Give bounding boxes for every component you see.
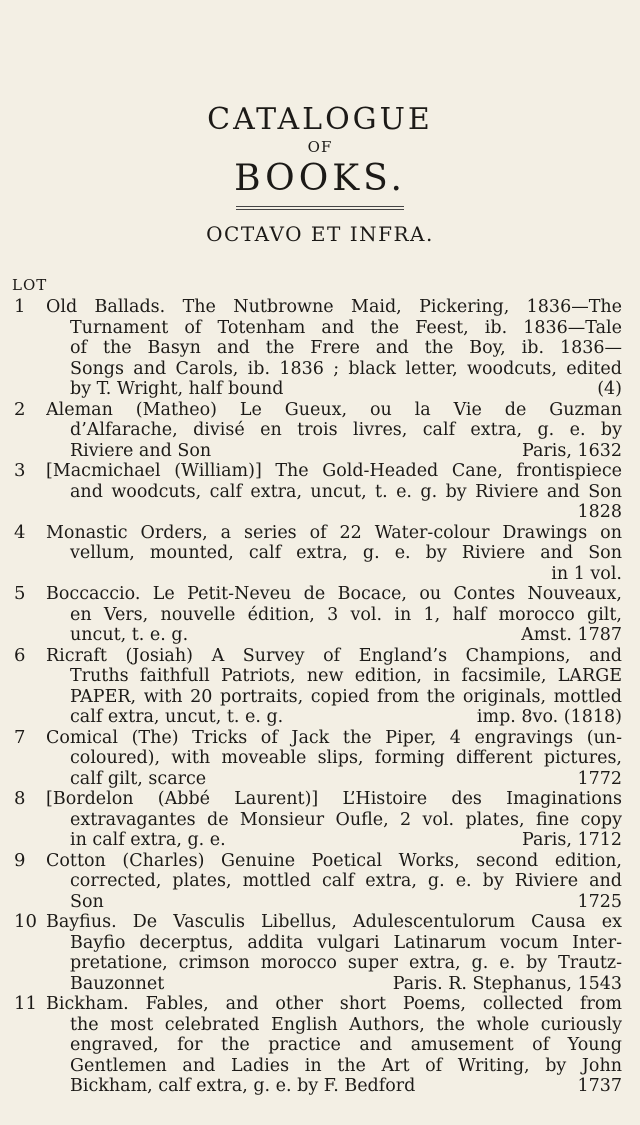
lot-imprint: Paris, 1712 [521, 830, 622, 850]
lot-line: d’Alfarache, divisé en trois livres, calf extra, g. e. by [70, 420, 622, 440]
lot-imprint: imp. 8vo. (1818) [476, 707, 622, 727]
lot-line: Monastic Orders, a series of 22 Water-colour Drawings on [46, 522, 622, 543]
lot-imprint: 1725 [577, 891, 622, 912]
lot-line-imprint [46, 1076, 622, 1097]
lot-line-imprint [46, 830, 622, 851]
lot-entries [0, 297, 640, 1097]
lot-line: pretatione, crimson morocco super extra, g. e. by Trautz- [70, 953, 622, 973]
lot-line: Songs and Carols, ib. 1836 ; black letter, woodcuts, edited [70, 358, 622, 379]
lot-imprint: 1772 [577, 768, 622, 789]
lot-number: 1 [14, 296, 26, 317]
lot-line: the most celebrated English Authors, the whole curiously [70, 1014, 622, 1035]
lot-line-imprint [46, 769, 622, 790]
lot-line: PAPER, with 20 portraits, copied from the originals, mottled [70, 686, 622, 707]
lot-line-text: in calf extra, g. e. [70, 830, 226, 850]
lot-number: 8 [14, 788, 26, 809]
lot-line: Truths faithfull Patriots, new edition, in facsimile, LARGE [70, 666, 622, 686]
lot-line: [Bordelon (Abbé Laurent)] L’Histoire des Imaginations [46, 789, 622, 809]
lot-line: Bayfius. De Vasculis Libellus, Adulescentulorum Causa ex [46, 912, 622, 932]
double-rule-divider [236, 206, 404, 210]
lot-entry [0, 584, 640, 646]
lot-line-imprint [46, 892, 622, 913]
lot-entry [0, 461, 640, 523]
lot-line: corrected, plates, mottled calf extra, g. e. by Riviere and [70, 871, 622, 891]
lot-line-text: uncut, t. e. g. [70, 625, 189, 645]
title-block [0, 0, 640, 246]
lot-number: 4 [14, 521, 26, 543]
lot-entry [0, 523, 640, 585]
lot-line: Bayfio decerptus, addita vulgari Latinarum vocum Inter- [70, 932, 622, 953]
lot-number: 5 [14, 583, 26, 604]
lot-line-imprint [46, 625, 622, 646]
lot-line: Cotton (Charles) Genuine Poetical Works, second edition, [46, 850, 622, 871]
lot-imprint: Amst. 1787 [521, 625, 622, 645]
lot-line: Boccaccio. Le Petit-Neveu de Bocace, ou Contes Nouveaux, [46, 584, 622, 604]
lot-line-text: Riviere and Son [70, 440, 212, 461]
lot-line-text: Bauzonnet [70, 973, 165, 994]
lot-line: Aleman (Matheo) Le Gueux, ou la Vie de Guzman [46, 399, 622, 420]
catalogue-title: CATALOGUE [207, 102, 433, 137]
lot-line: Comical (The) Tricks of Jack the Piper, 4 engravings (un- [46, 727, 622, 748]
lot-number: 2 [14, 398, 26, 420]
lot-entry [0, 789, 640, 851]
lot-line-text: calf gilt, scarce [70, 768, 207, 789]
lot-line: of the Basyn and the Frere and the Boy, ib. 1836— [70, 338, 622, 358]
lot-line-imprint [46, 974, 622, 995]
lot-entry [0, 400, 640, 462]
lot-number: 11 [14, 993, 37, 1014]
lot-entry [0, 646, 640, 728]
lot-line: Bickham. Fables, and other short Poems, collected from [46, 994, 622, 1014]
lot-line-imprint: 1828 [577, 502, 622, 522]
lot-entry [0, 297, 640, 400]
lot-number: 3 [14, 460, 26, 481]
lot-line-imprint: in 1 vol. [551, 563, 622, 584]
lot-line-imprint [46, 379, 622, 400]
lot-line: vellum, mounted, calf extra, g. e. by Riviere and Son [70, 543, 622, 563]
lot-entry [0, 728, 640, 790]
lot-line: Gentlemen and Ladies in the Art of Writing, by John [70, 1055, 622, 1076]
lot-entry [0, 851, 640, 913]
lot-entry [0, 912, 640, 994]
lot-number: 9 [14, 849, 26, 871]
lot-imprint: 1737 [577, 1076, 622, 1096]
lot-line-text: by T. Wright, half bound [70, 379, 284, 399]
lot-line: Turnament of Totenham and the Feest, ib. 1836—Tale [70, 317, 622, 338]
lot-imprint: (4) [597, 379, 622, 399]
lot-line: Old Ballads. The Nutbrowne Maid, Pickering, 1836—The [46, 297, 622, 317]
lot-line-imprint [46, 707, 622, 728]
lot-imprint: Paris, 1632 [521, 440, 622, 461]
lot-number: 6 [14, 644, 26, 666]
section-heading: OCTAVO ET INFRA. [206, 222, 434, 246]
lot-line-text: Bickham, calf extra, g. e. by F. Bedford [70, 1076, 416, 1096]
lot-line: extravagantes de Monsieur Oufle, 2 vol. plates, fine copy [70, 809, 622, 830]
lot-entry [0, 994, 640, 1097]
lot-line: en Vers, nouvelle édition, 3 vol. in 1, half morocco gilt, [70, 604, 622, 625]
lot-line-imprint [46, 441, 622, 462]
lot-line: and woodcuts, calf extra, uncut, t. e. g. by Riviere and Son [70, 481, 622, 502]
lot-line: Ricraft (Josiah) A Survey of England’s Champions, and [46, 645, 622, 666]
lot-number: 7 [14, 726, 26, 748]
lot-line: engraved, for the practice and amusement of Young [70, 1035, 622, 1055]
lot-number: 10 [14, 911, 37, 932]
lot-column-label: LOT [12, 276, 48, 294]
lot-line: coloured), with moveable slips, forming different pictures, [70, 748, 622, 768]
lot-line: [Macmichael (William)] The Gold-Headed Cane, frontispiece [46, 461, 622, 481]
books-title: BOOKS. [234, 158, 406, 199]
of-word: OF [307, 138, 333, 156]
lot-line-text: calf extra, uncut, t. e. g. [70, 707, 284, 727]
lot-imprint: Paris. R. Stephanus, 1543 [392, 973, 622, 994]
lot-line-text: Son [70, 891, 104, 912]
